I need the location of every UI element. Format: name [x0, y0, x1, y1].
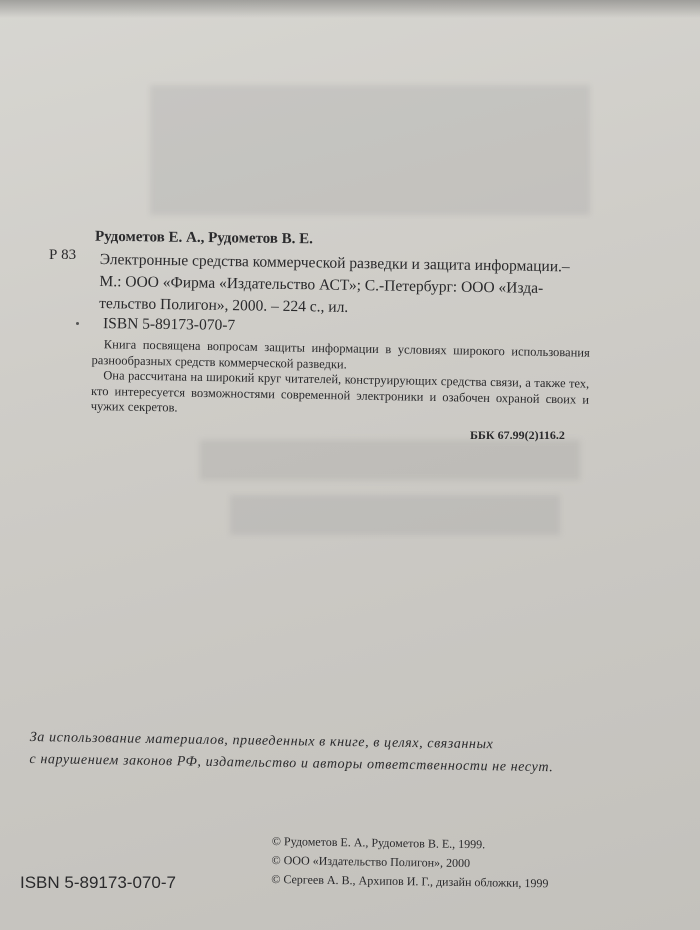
classification-code: Р 83 — [49, 247, 77, 263]
bibliographic-description — [99, 249, 580, 323]
bibliography-line: М.: ООО «Фирма «Издательство АСТ»; С.-Петербург: ООО «Изда- — [99, 272, 544, 297]
annotation — [91, 337, 590, 423]
annotation-paragraph: Она рассчитана на широкий круг читателей, конструирующих средства связи, а также тех, кто интересуется возможностями современной электроники и озабочен охраной своих и чужих секретов. — [90, 368, 590, 415]
mark-dot — [76, 322, 79, 325]
legal-warning — [29, 727, 590, 780]
warning-line: с нарушением законов РФ, издательство и авторы ответственности не несут. — [29, 751, 554, 776]
isbn-line: ISBN 5-89173-070-7 — [102, 315, 236, 334]
page-top-shadow — [0, 0, 700, 18]
copyright-line: © ООО «Издательство Полигон», 2000 — [271, 852, 471, 871]
copyright-line: © Рудометов Е. А., Рудометов В. Е., 1999. — [271, 833, 486, 852]
show-through-block-3 — [230, 495, 560, 535]
show-through-block-2 — [200, 440, 580, 480]
footer-isbn: ISBN 5-89173-070-7 — [20, 873, 176, 892]
bibliography-line: Электронные средства коммерческой разведки и защита информации.– — [99, 250, 570, 276]
warning-line: За использование материалов, приведенных в книге, в целях, связанных — [29, 729, 494, 753]
show-through-block-1 — [150, 85, 590, 215]
annotation-paragraph: Книга посвящена вопросам защиты информации в условиях широкого использования разнообразных средств коммерческой разведки. — [91, 337, 590, 371]
copyright-line: © Сергеев А. В., Архипов И. Г., дизайн обложки, 1999 — [271, 871, 549, 891]
bbk-index: ББК 67.99(2)116.2 — [470, 428, 565, 442]
copyright-block — [271, 832, 549, 893]
bibliography-line: тельство Полигон», 2000. – 224 с., ил. — [99, 294, 349, 316]
authors-heading: Рудометов Е. А., Рудометов В. Е. — [94, 228, 314, 248]
